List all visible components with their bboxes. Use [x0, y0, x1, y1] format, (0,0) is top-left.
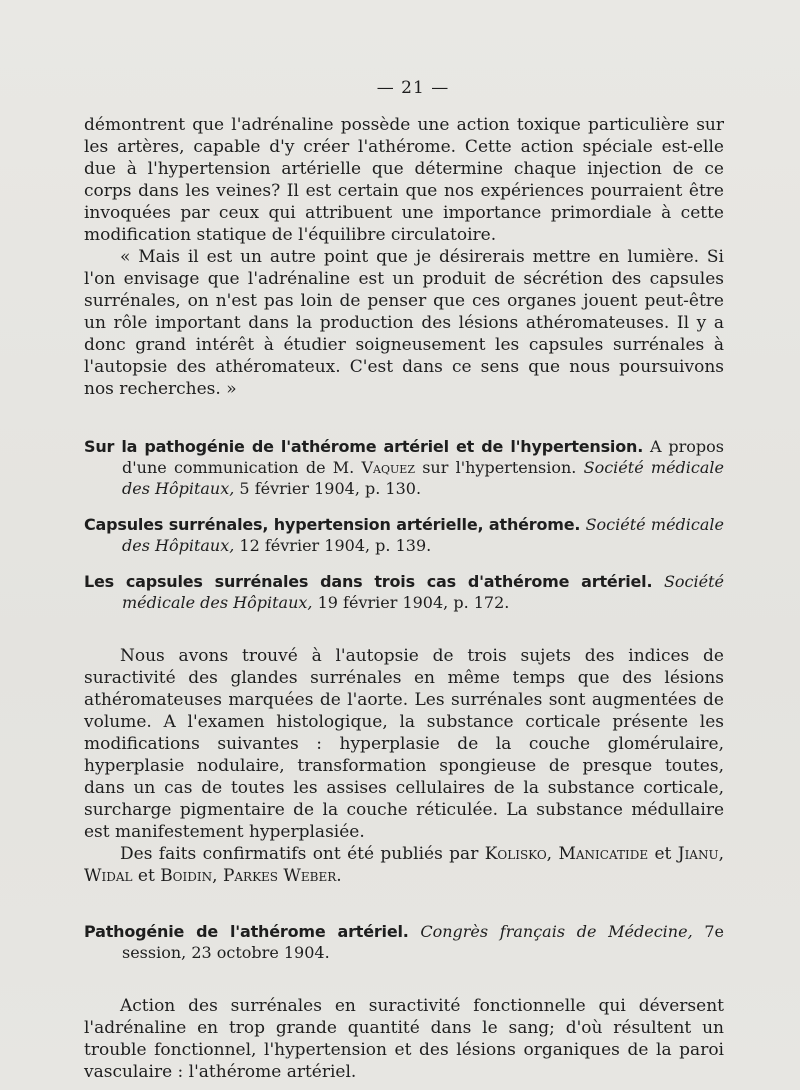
reference-title: Capsules surrénales, hypertension artérielle, athérome.	[84, 515, 581, 534]
reference-source: Société médicale des Hôpitaux,	[122, 572, 724, 612]
reference-date: 19 février 1904, p. 172.	[312, 593, 510, 612]
paragraph-quote: « Mais il est un autre point que je désirerais mettre en lumière. Si l'on envisage que l'adrénaline est un produit de sécrétion des capsules surrénales, on n'est pas loin de penser que ces organes jouent peut-être un rôle important dans la production des lésions athéromateuses. Il y a donc grand intérêt à étudier soigneusement les capsules surrénales à l'autopsie des athéromateux. C'est dans ce sens que nous poursuivons nos recherches. »	[84, 247, 724, 399]
paragraph-confirmations: Des faits confirmatifs ont été publiés par Kolisko, Manicatide et Jianu, Widal et Boidin, Parkes Weber.	[84, 844, 724, 886]
page-body	[84, 114, 724, 1083]
reference-source: Société médicale des Hôpitaux,	[122, 515, 724, 555]
reference-title: Sur la pathogénie de l'athérome artériel et de l'hypertension.	[84, 437, 644, 456]
author-name: Kolisko	[484, 844, 547, 864]
reference-title: Les capsules surrénales dans trois cas d'athérome artériel.	[84, 572, 653, 591]
author-name: Parkes Weber	[222, 866, 337, 886]
author-name: Jianu	[677, 844, 719, 864]
reference-source: Congrès français de Médecine,	[420, 922, 693, 941]
reference-title: Pathogénie de l'athérome artériel.	[84, 922, 409, 941]
reference-date: 12 février 1904, p. 139.	[234, 536, 432, 555]
paragraph-conclusion: Action des surrénales en suractivité fonctionnelle qui déversent l'adrénaline en trop grande quantité dans le sang; d'où résultent un trouble fonctionnel, l'hypertension et des lésions organiques de la paroi vasculaire : l'athérome artériel.	[84, 996, 724, 1082]
reference-entry-3	[84, 571, 724, 613]
paragraph-findings: Nous avons trouvé à l'autopsie de trois sujets des indices de suractivité des glandes surrénales en même temps que des lésions athéromateuses marquées de l'aorte. Les surrénales sont augmentées de volume. A l'examen histologique, la substance corticale présente les modifications suivantes : hyperplasie de la couche glomérulaire, hyperplasie nodulaire, transformation spongieuse de presque toutes, dans un cas de toutes les assises cellulaires de la substance corticale, surcharge pigmentaire de la couche réticulée. La substance médullaire est manifestement hyperplasiée.	[84, 646, 724, 842]
page-number: — 21 —	[376, 78, 450, 98]
author-name: Boidin	[160, 866, 213, 886]
reference-date: 7e session, 23 octobre 1904.	[122, 922, 724, 962]
reference-date: 5 février 1904, p. 130.	[234, 479, 422, 498]
reference-entry-4	[84, 921, 724, 963]
reference-source: Société médicale des Hôpitaux,	[122, 458, 724, 498]
author-name: Widal	[84, 866, 133, 886]
paragraph-continuation: démontrent que l'adrénaline possède une action toxique particulière sur les artères, capable d'y créer l'athérome. Cette action spéciale est-elle due à l'hypertension artérielle que détermine chaque injection de ce corps dans les veines? Il est certain que nos expériences pourraient être invoquées par ceux qui attribuent une importance primordiale à cette modification statique de l'équilibre circulatoire.	[84, 115, 724, 245]
reference-entry-1: Sur la pathogénie de l'athérome artériel et de l'hypertension. A propos d'une communication de M. Vaquez sur l'hypertension. Société médicale des Hôpitaux, 5 février 1904, p. 130.	[84, 437, 724, 498]
author-name: Vaquez	[361, 458, 415, 477]
reference-entry-2	[84, 514, 724, 556]
author-name: Manicatide	[558, 844, 649, 864]
